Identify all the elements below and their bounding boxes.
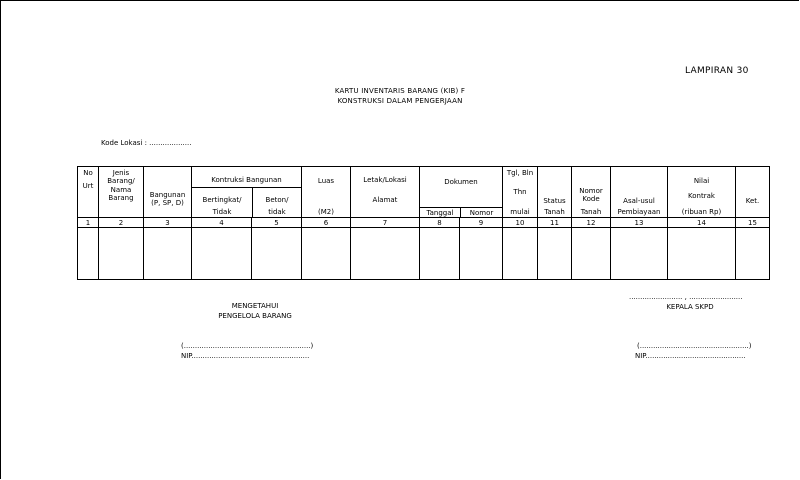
table-cell	[736, 228, 770, 280]
document-title: KARTU INVENTARIS BARANG (KIB) F	[334, 87, 466, 95]
mengetahui-label: MENGETAHUI	[231, 302, 279, 310]
column-number: 5	[252, 218, 302, 228]
column-number: 10	[503, 218, 538, 228]
header-beton: Beton/ tidak	[265, 196, 289, 216]
column-number: 2	[99, 218, 144, 228]
table-cell	[538, 228, 572, 280]
left-signature-name: (.........................................................)	[181, 342, 314, 350]
document-subtitle: KONSTRUKSI DALAM PENGERJAAN	[337, 97, 463, 105]
header-no: No Urt	[78, 167, 99, 218]
column-number: 14	[668, 218, 736, 228]
kepala-skpd-label: KEPALA SKPD	[666, 303, 714, 311]
table-cell	[611, 228, 668, 280]
column-number: 11	[538, 218, 572, 228]
table-cell	[144, 228, 192, 280]
header-konstruksi: Kontruksi Bangunan Bertingkat/ Tidak Beton/ tidak	[192, 167, 302, 218]
column-number: 7	[351, 218, 420, 228]
header-letak: Letak/Lokasi Alamat	[351, 167, 420, 218]
header-tgl-bln: Tgl, Bln Thn mulai	[503, 167, 538, 218]
table-cell	[668, 228, 736, 280]
right-signature-name: (.................................................)	[637, 342, 752, 350]
header-bangunan: Bangunan (P, SP, D)	[144, 167, 192, 218]
column-number: 6	[302, 218, 351, 228]
right-nip: NIP.............................................	[635, 352, 746, 360]
header-tanggal: Tanggal	[420, 207, 461, 217]
header-status: Status Tanah	[538, 167, 572, 218]
column-number-row	[78, 218, 770, 228]
table-cell	[420, 228, 460, 280]
place-date-line: ........................ , ........................	[629, 293, 743, 301]
header-dokumen: Dokumen Tanggal Nomor	[420, 167, 503, 218]
table-cell	[460, 228, 503, 280]
header-luas: Luas (M2)	[302, 167, 351, 218]
pengelola-barang-label: PENGELOLA BARANG	[218, 312, 292, 320]
table-cell	[351, 228, 420, 280]
header-jenis-barang: Jenis Barang/ Nama Barang	[99, 167, 144, 218]
header-asal-usul: Asal-usul Pembiayaan	[611, 167, 668, 218]
header-bertingkat: Bertingkat/ Tidak	[192, 188, 253, 217]
inventory-table	[77, 166, 770, 280]
column-number: 15	[736, 218, 770, 228]
header-nomor-kode: Nomor Kode Tanah	[572, 167, 611, 218]
column-number: 3	[144, 218, 192, 228]
table-row	[78, 228, 770, 280]
column-number: 4	[192, 218, 252, 228]
left-nip: NIP.....................................................	[181, 352, 310, 360]
table-cell	[503, 228, 538, 280]
table-cell	[192, 228, 252, 280]
header-ket: Ket.	[736, 167, 770, 218]
column-number: 9	[460, 218, 503, 228]
table-cell	[78, 228, 99, 280]
column-number: 1	[78, 218, 99, 228]
column-number: 8	[420, 218, 460, 228]
table-cell	[302, 228, 351, 280]
table-cell	[572, 228, 611, 280]
lampiran-label: LAMPIRAN 30	[685, 66, 749, 76]
table-cell	[99, 228, 144, 280]
header-row	[78, 167, 770, 218]
header-nilai-kontrak: Nilai Kontrak (ribuan Rp)	[668, 167, 736, 218]
header-nomor: Nomor	[461, 207, 502, 217]
column-number: 12	[572, 218, 611, 228]
kode-lokasi: Kode Lokasi : ...................	[101, 139, 192, 147]
column-number: 13	[611, 218, 668, 228]
table-cell	[252, 228, 302, 280]
